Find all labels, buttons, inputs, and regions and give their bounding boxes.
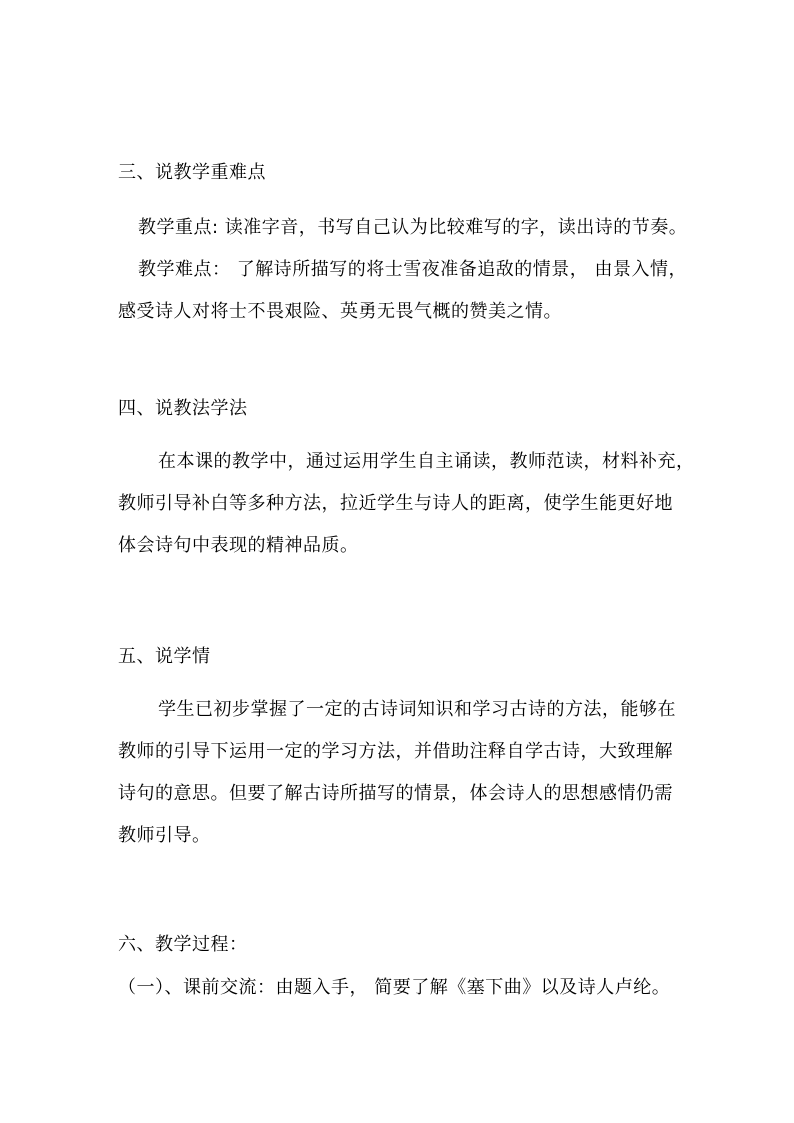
paragraph-line: 感受诗人对将士不畏艰险、英勇无畏气概的赞美之情。 <box>118 301 562 322</box>
section-heading-5: 五、说学情 <box>118 646 211 667</box>
section-heading-6: 六、教学过程： <box>118 934 248 955</box>
paragraph-line: 学生已初步掌握了一定的古诗词知识和学习古诗的方法，能够在 <box>158 699 676 720</box>
paragraph-line: 体会诗句中表现的精神品质。 <box>118 535 359 556</box>
section-heading-4: 四、说教法学法 <box>118 398 248 419</box>
paragraph-line: （一）、课前交流：由题入手， 简要了解《塞下曲》以及诗人卢纶。 <box>118 977 671 998</box>
paragraph-line: 教学重点: 读准字音，书写自己认为比较难写的字，读出诗的节奏。 <box>138 217 688 238</box>
paragraph-line: 诗句的意思。但要了解古诗所描写的情景，体会诗人的思想感情仍需 <box>118 783 673 804</box>
paragraph-line: 教师引导补白等多种方法，拉近学生与诗人的距离，使学生能更好地 <box>118 493 673 514</box>
paragraph-line: 教学难点： 了解诗所描写的将士雪夜准备追敌的情景， 由景入情， <box>138 259 687 280</box>
section-heading-3: 三、说教学重难点 <box>118 162 266 183</box>
paragraph-line: 教师的引导下运用一定的学习方法，并借助注释自学古诗，大致理解 <box>118 741 673 762</box>
paragraph-line: 教师引导。 <box>118 825 211 846</box>
paragraph-line: 在本课的教学中，通过运用学生自主诵读，教师范读，材料补充， <box>158 451 695 472</box>
